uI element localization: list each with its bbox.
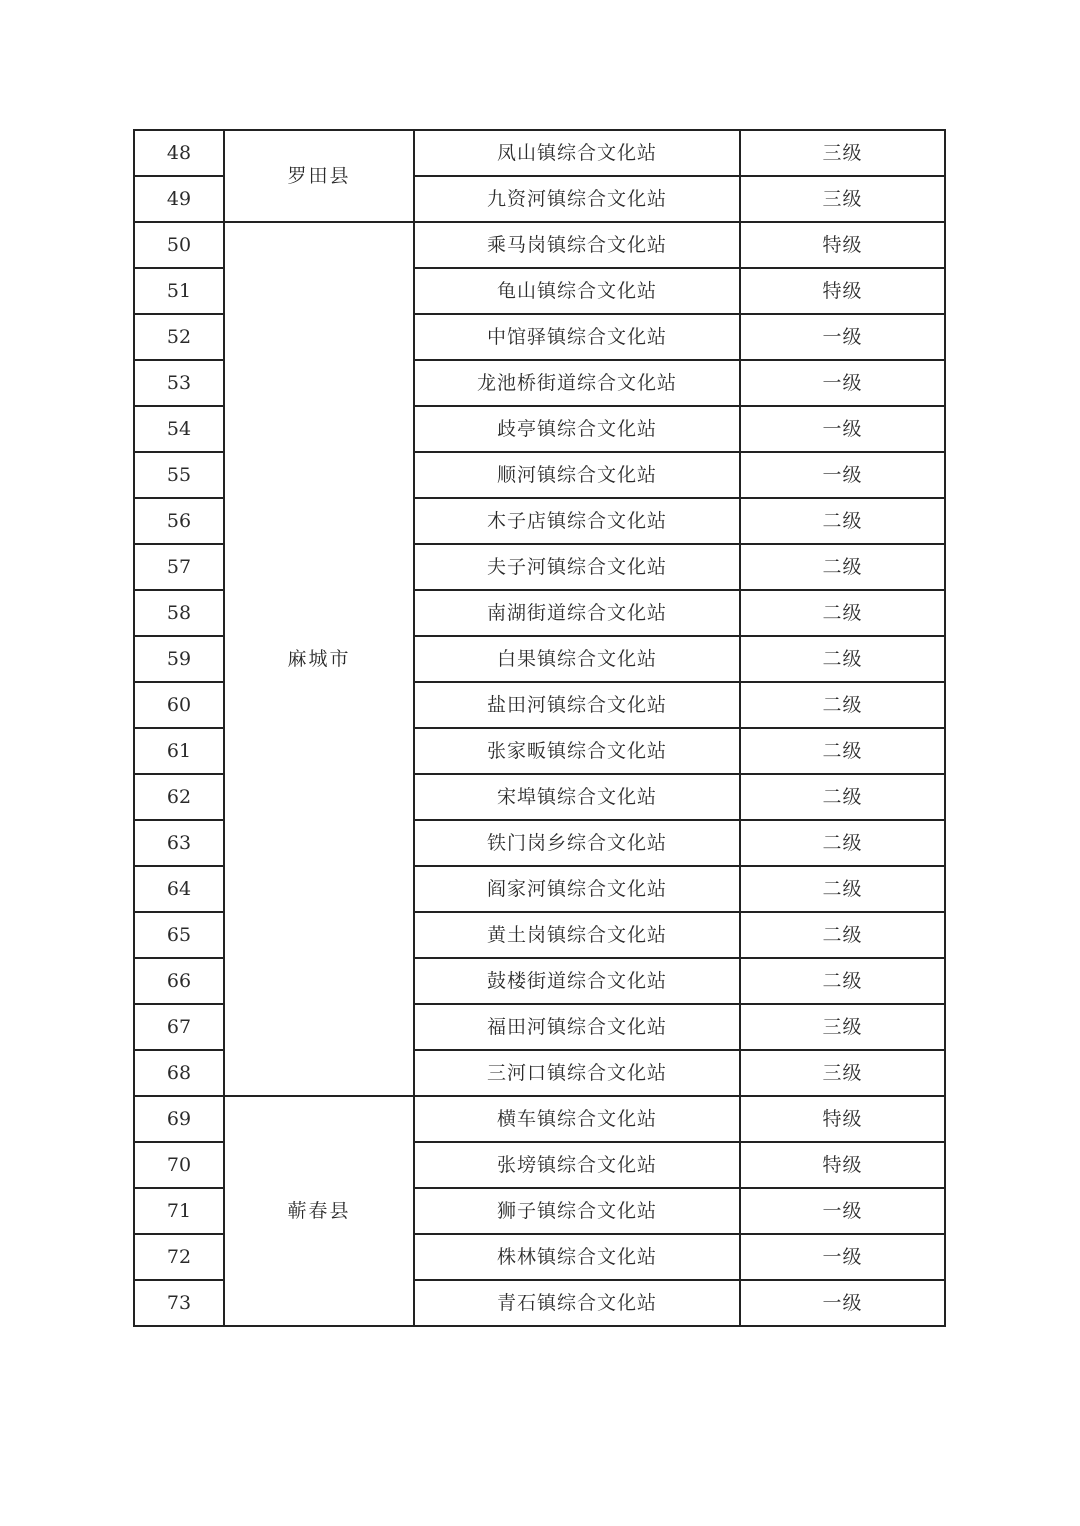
row-number: 51 [134,268,224,314]
row-number: 52 [134,314,224,360]
station-level: 三级 [740,1050,945,1096]
station-level: 一级 [740,1188,945,1234]
row-number: 62 [134,774,224,820]
station-level: 一级 [740,1234,945,1280]
row-number: 61 [134,728,224,774]
table-row [134,130,945,176]
row-number: 73 [134,1280,224,1326]
station-name: 南湖街道综合文化站 [414,590,740,636]
station-name: 鼓楼街道综合文化站 [414,958,740,1004]
row-number: 59 [134,636,224,682]
station-name: 盐田河镇综合文化站 [414,682,740,728]
row-number: 68 [134,1050,224,1096]
station-level: 二级 [740,636,945,682]
station-name: 三河口镇综合文化站 [414,1050,740,1096]
station-level: 二级 [740,728,945,774]
row-number: 70 [134,1142,224,1188]
station-level: 一级 [740,452,945,498]
station-list-table [133,129,946,1327]
row-number: 58 [134,590,224,636]
row-number: 55 [134,452,224,498]
station-name: 株林镇综合文化站 [414,1234,740,1280]
station-level: 特级 [740,1142,945,1188]
county-name: 麻城市 [224,222,414,1096]
station-name: 白果镇综合文化站 [414,636,740,682]
station-name: 中馆驿镇综合文化站 [414,314,740,360]
station-level: 三级 [740,1004,945,1050]
station-level: 二级 [740,498,945,544]
station-name: 狮子镇综合文化站 [414,1188,740,1234]
station-name: 九资河镇综合文化站 [414,176,740,222]
station-level: 二级 [740,912,945,958]
row-number: 65 [134,912,224,958]
station-name: 黄土岗镇综合文化站 [414,912,740,958]
station-name: 木子店镇综合文化站 [414,498,740,544]
row-number: 54 [134,406,224,452]
station-level: 一级 [740,406,945,452]
station-name: 张家畈镇综合文化站 [414,728,740,774]
row-number: 72 [134,1234,224,1280]
row-number: 49 [134,176,224,222]
row-number: 50 [134,222,224,268]
row-number: 63 [134,820,224,866]
station-name: 福田河镇综合文化站 [414,1004,740,1050]
station-level: 二级 [740,544,945,590]
station-name: 凤山镇综合文化站 [414,130,740,176]
row-number: 56 [134,498,224,544]
station-level: 一级 [740,360,945,406]
station-level: 一级 [740,314,945,360]
table-row [134,222,945,268]
station-name: 龟山镇综合文化站 [414,268,740,314]
station-level: 特级 [740,222,945,268]
row-number: 60 [134,682,224,728]
station-level: 特级 [740,268,945,314]
row-number: 67 [134,1004,224,1050]
county-name: 蕲春县 [224,1096,414,1326]
station-level: 二级 [740,820,945,866]
culture-station-table [133,129,944,1327]
row-number: 69 [134,1096,224,1142]
station-name: 龙池桥街道综合文化站 [414,360,740,406]
table-body [134,130,945,1326]
station-name: 乘马岗镇综合文化站 [414,222,740,268]
station-name: 横车镇综合文化站 [414,1096,740,1142]
station-level: 二级 [740,774,945,820]
row-number: 64 [134,866,224,912]
station-level: 特级 [740,1096,945,1142]
station-name: 阎家河镇综合文化站 [414,866,740,912]
row-number: 71 [134,1188,224,1234]
row-number: 57 [134,544,224,590]
station-level: 一级 [740,1280,945,1326]
station-name: 夫子河镇综合文化站 [414,544,740,590]
station-name: 张塝镇综合文化站 [414,1142,740,1188]
table-row [134,1096,945,1142]
station-level: 二级 [740,590,945,636]
row-number: 53 [134,360,224,406]
county-name: 罗田县 [224,130,414,222]
station-name: 顺河镇综合文化站 [414,452,740,498]
station-name: 歧亭镇综合文化站 [414,406,740,452]
station-level: 二级 [740,682,945,728]
station-name: 铁门岗乡综合文化站 [414,820,740,866]
station-level: 三级 [740,130,945,176]
station-level: 二级 [740,866,945,912]
station-level: 二级 [740,958,945,1004]
station-name: 青石镇综合文化站 [414,1280,740,1326]
station-name: 宋埠镇综合文化站 [414,774,740,820]
station-level: 三级 [740,176,945,222]
row-number: 48 [134,130,224,176]
row-number: 66 [134,958,224,1004]
